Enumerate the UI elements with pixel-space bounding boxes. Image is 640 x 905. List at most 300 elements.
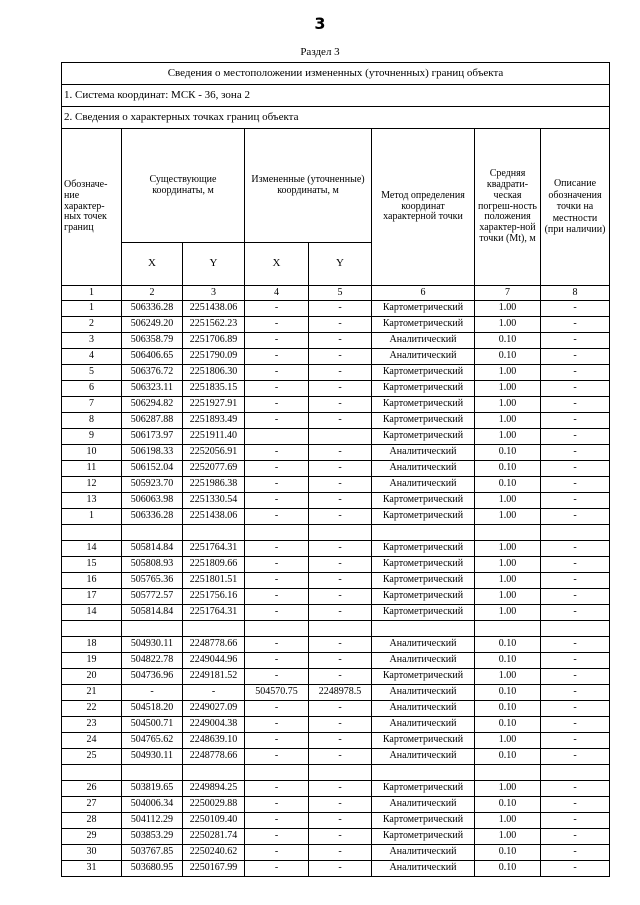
changed-y-cell: - <box>309 509 372 525</box>
existing-x-cell: 503680.95 <box>122 861 183 877</box>
accuracy-cell: 0.10 <box>475 685 541 701</box>
point-number-cell: 26 <box>62 781 122 797</box>
accuracy-cell: 0.10 <box>475 445 541 461</box>
accuracy-cell: 0.10 <box>475 701 541 717</box>
method-cell: Картометрический <box>372 509 475 525</box>
table-row <box>62 445 610 461</box>
point-number-cell: 20 <box>62 669 122 685</box>
coordinate-system: 1. Система координат: МСК - 36, зона 2 <box>62 85 610 107</box>
description-cell <box>541 525 610 541</box>
existing-x-cell <box>122 621 183 637</box>
point-number-cell: 4 <box>62 349 122 365</box>
changed-y-cell <box>309 525 372 541</box>
changed-x-cell: - <box>245 845 309 861</box>
table-row <box>62 429 610 445</box>
accuracy-cell: 1.00 <box>475 429 541 445</box>
existing-y-cell: 2248778.66 <box>183 749 245 765</box>
existing-x-cell <box>122 525 183 541</box>
column-number: 3 <box>183 286 245 301</box>
changed-y-cell: - <box>309 701 372 717</box>
header-changed-x: X <box>245 243 309 286</box>
existing-x-cell: 504736.96 <box>122 669 183 685</box>
changed-x-cell <box>245 525 309 541</box>
page-number: 3 <box>314 14 326 33</box>
table-row <box>62 509 610 525</box>
existing-x-cell: 504765.62 <box>122 733 183 749</box>
header-method: Метод определения координат характерной точки <box>372 129 475 286</box>
points-section-title: 2. Сведения о характерных точках границ объекта <box>62 107 610 129</box>
table-row <box>62 861 610 877</box>
accuracy-cell: 0.10 <box>475 653 541 669</box>
existing-y-cell: 2251706.89 <box>183 333 245 349</box>
changed-x-cell: - <box>245 717 309 733</box>
changed-x-cell: - <box>245 637 309 653</box>
changed-x-cell: - <box>245 733 309 749</box>
existing-x-cell: 506323.11 <box>122 381 183 397</box>
table-row <box>62 653 610 669</box>
description-cell: - <box>541 813 610 829</box>
existing-y-cell: 2251438.06 <box>183 509 245 525</box>
changed-y-cell: - <box>309 717 372 733</box>
point-number-cell: 5 <box>62 365 122 381</box>
changed-x-cell: - <box>245 541 309 557</box>
existing-x-cell: 506173.97 <box>122 429 183 445</box>
point-number-cell: 9 <box>62 429 122 445</box>
changed-x-cell: - <box>245 605 309 621</box>
method-cell: Аналитический <box>372 477 475 493</box>
changed-x-cell: - <box>245 557 309 573</box>
point-number-cell: 28 <box>62 813 122 829</box>
changed-y-cell: - <box>309 349 372 365</box>
table-row <box>62 397 610 413</box>
description-cell: - <box>541 717 610 733</box>
point-number-cell: 13 <box>62 493 122 509</box>
method-cell: Аналитический <box>372 637 475 653</box>
point-number-cell: 2 <box>62 317 122 333</box>
table-row <box>62 733 610 749</box>
changed-y-cell: - <box>309 797 372 813</box>
changed-y-cell <box>309 621 372 637</box>
existing-x-cell: 503853.29 <box>122 829 183 845</box>
changed-y-cell: - <box>309 573 372 589</box>
point-number-cell: 30 <box>62 845 122 861</box>
method-cell: Аналитический <box>372 845 475 861</box>
table-row <box>62 669 610 685</box>
table-row <box>62 685 610 701</box>
changed-y-cell: - <box>309 381 372 397</box>
header-existing-y: Y <box>183 243 245 286</box>
description-cell: - <box>541 797 610 813</box>
point-number-cell <box>62 525 122 541</box>
changed-y-cell: - <box>309 669 372 685</box>
method-cell: Картометрический <box>372 541 475 557</box>
description-cell: - <box>541 461 610 477</box>
changed-y-cell: - <box>309 781 372 797</box>
changed-x-cell: - <box>245 477 309 493</box>
existing-x-cell: 506294.82 <box>122 397 183 413</box>
method-cell: Картометрический <box>372 813 475 829</box>
point-number-cell: 24 <box>62 733 122 749</box>
existing-x-cell: 506152.04 <box>122 461 183 477</box>
method-cell: Аналитический <box>372 797 475 813</box>
changed-x-cell: - <box>245 861 309 877</box>
changed-y-cell: - <box>309 589 372 605</box>
column-number: 5 <box>309 286 372 301</box>
existing-x-cell: 505814.84 <box>122 541 183 557</box>
description-cell: - <box>541 829 610 845</box>
description-cell: - <box>541 413 610 429</box>
changed-y-cell: - <box>309 413 372 429</box>
table-row <box>62 717 610 733</box>
point-number-cell: 31 <box>62 861 122 877</box>
accuracy-cell: 0.10 <box>475 349 541 365</box>
changed-y-cell: - <box>309 477 372 493</box>
description-cell: - <box>541 429 610 445</box>
existing-y-cell: 2251764.31 <box>183 605 245 621</box>
method-cell: Картометрический <box>372 429 475 445</box>
accuracy-cell <box>475 621 541 637</box>
method-cell: Аналитический <box>372 749 475 765</box>
table-row <box>62 813 610 829</box>
method-cell: Аналитический <box>372 445 475 461</box>
method-cell: Картометрический <box>372 365 475 381</box>
changed-x-cell: - <box>245 797 309 813</box>
table-row <box>62 301 610 317</box>
accuracy-cell: 0.10 <box>475 749 541 765</box>
existing-x-cell: 505923.70 <box>122 477 183 493</box>
existing-y-cell: 2251756.16 <box>183 589 245 605</box>
accuracy-cell: 1.00 <box>475 397 541 413</box>
point-number-cell <box>62 765 122 781</box>
table-row <box>62 365 610 381</box>
changed-x-cell <box>245 621 309 637</box>
existing-y-cell: 2250167.99 <box>183 861 245 877</box>
description-cell: - <box>541 381 610 397</box>
changed-y-cell: - <box>309 861 372 877</box>
method-cell <box>372 621 475 637</box>
existing-y-cell: - <box>183 685 245 701</box>
table-row <box>62 413 610 429</box>
description-cell: - <box>541 589 610 605</box>
point-number-cell: 22 <box>62 701 122 717</box>
boundary-points-table <box>61 62 610 877</box>
existing-y-cell <box>183 621 245 637</box>
existing-x-cell: 506287.88 <box>122 413 183 429</box>
existing-y-cell: 2252077.69 <box>183 461 245 477</box>
column-number: 6 <box>372 286 475 301</box>
accuracy-cell: 0.10 <box>475 477 541 493</box>
existing-x-cell: 506249.20 <box>122 317 183 333</box>
description-cell <box>541 765 610 781</box>
table-title: Сведения о местоположении измененных (уточненных) границ объекта <box>62 63 610 85</box>
changed-y-cell <box>309 765 372 781</box>
existing-x-cell: - <box>122 685 183 701</box>
description-cell: - <box>541 573 610 589</box>
changed-y-cell: - <box>309 845 372 861</box>
table-row <box>62 477 610 493</box>
changed-x-cell: - <box>245 301 309 317</box>
changed-x-cell: - <box>245 781 309 797</box>
accuracy-cell: 1.00 <box>475 365 541 381</box>
column-number: 7 <box>475 286 541 301</box>
method-cell: Картометрический <box>372 605 475 621</box>
accuracy-cell: 1.00 <box>475 557 541 573</box>
existing-x-cell: 505808.93 <box>122 557 183 573</box>
existing-x-cell <box>122 765 183 781</box>
existing-y-cell: 2250109.40 <box>183 813 245 829</box>
existing-x-cell: 504006.34 <box>122 797 183 813</box>
changed-y-cell: - <box>309 493 372 509</box>
point-number-cell: 27 <box>62 797 122 813</box>
changed-x-cell: - <box>245 829 309 845</box>
accuracy-cell: 1.00 <box>475 301 541 317</box>
description-cell <box>541 621 610 637</box>
existing-x-cell: 506198.33 <box>122 445 183 461</box>
accuracy-cell: 1.00 <box>475 589 541 605</box>
changed-x-cell: - <box>245 333 309 349</box>
point-number-cell: 3 <box>62 333 122 349</box>
accuracy-cell: 0.10 <box>475 637 541 653</box>
description-cell: - <box>541 557 610 573</box>
existing-y-cell: 2251809.66 <box>183 557 245 573</box>
changed-x-cell: - <box>245 461 309 477</box>
method-cell: Картометрический <box>372 573 475 589</box>
changed-x-cell: - <box>245 397 309 413</box>
existing-y-cell: 2249181.52 <box>183 669 245 685</box>
changed-x-cell: - <box>245 493 309 509</box>
header-changed-coordinates: Измененные (уточненные) координаты, м <box>245 129 372 243</box>
method-cell: Аналитический <box>372 717 475 733</box>
description-cell: - <box>541 845 610 861</box>
method-cell: Картометрический <box>372 381 475 397</box>
table-row <box>62 701 610 717</box>
point-number-cell: 15 <box>62 557 122 573</box>
changed-x-cell: - <box>245 589 309 605</box>
existing-y-cell: 2251911.40 <box>183 429 245 445</box>
method-cell: Картометрический <box>372 781 475 797</box>
changed-y-cell: - <box>309 653 372 669</box>
method-cell: Картометрический <box>372 829 475 845</box>
point-number-cell: 14 <box>62 541 122 557</box>
changed-x-cell: - <box>245 749 309 765</box>
changed-x-cell: - <box>245 669 309 685</box>
description-cell: - <box>541 861 610 877</box>
existing-x-cell: 505772.57 <box>122 589 183 605</box>
accuracy-cell: 0.10 <box>475 845 541 861</box>
accuracy-cell: 1.00 <box>475 813 541 829</box>
existing-y-cell: 2248639.10 <box>183 733 245 749</box>
accuracy-cell: 1.00 <box>475 381 541 397</box>
changed-y-cell: 2248978.5 <box>309 685 372 701</box>
accuracy-cell: 0.10 <box>475 333 541 349</box>
changed-y-cell: - <box>309 541 372 557</box>
existing-y-cell: 2250240.62 <box>183 845 245 861</box>
description-cell: - <box>541 637 610 653</box>
description-cell: - <box>541 669 610 685</box>
table-row <box>62 317 610 333</box>
changed-y-cell: - <box>309 365 372 381</box>
point-number-cell: 1 <box>62 301 122 317</box>
accuracy-cell <box>475 765 541 781</box>
point-number-cell: 16 <box>62 573 122 589</box>
point-number-cell: 8 <box>62 413 122 429</box>
description-cell: - <box>541 685 610 701</box>
existing-y-cell: 2250281.74 <box>183 829 245 845</box>
point-number-cell: 18 <box>62 637 122 653</box>
existing-y-cell: 2251835.15 <box>183 381 245 397</box>
changed-x-cell: - <box>245 317 309 333</box>
description-cell: - <box>541 781 610 797</box>
description-cell: - <box>541 605 610 621</box>
existing-y-cell: 2251330.54 <box>183 493 245 509</box>
column-number: 1 <box>62 286 122 301</box>
description-cell: - <box>541 317 610 333</box>
method-cell: Аналитический <box>372 653 475 669</box>
changed-x-cell: 504570.75 <box>245 685 309 701</box>
table-row <box>62 605 610 621</box>
table-body <box>62 301 610 877</box>
changed-x-cell: - <box>245 445 309 461</box>
existing-x-cell: 503819.65 <box>122 781 183 797</box>
description-cell: - <box>541 749 610 765</box>
changed-x-cell: - <box>245 349 309 365</box>
point-number-cell: 23 <box>62 717 122 733</box>
existing-y-cell: 2249894.25 <box>183 781 245 797</box>
changed-y-cell: - <box>309 317 372 333</box>
description-cell: - <box>541 445 610 461</box>
changed-x-cell: - <box>245 701 309 717</box>
method-cell: Картометрический <box>372 589 475 605</box>
existing-y-cell: 2251562.23 <box>183 317 245 333</box>
header-accuracy: Средняя квадрати-ческая погреш-ность положения характер-ной точки (Mt), м <box>475 129 541 286</box>
changed-x-cell: - <box>245 653 309 669</box>
point-number-cell: 29 <box>62 829 122 845</box>
table-row <box>62 381 610 397</box>
existing-x-cell: 506376.72 <box>122 365 183 381</box>
existing-x-cell: 506406.65 <box>122 349 183 365</box>
description-cell: - <box>541 493 610 509</box>
description-cell: - <box>541 733 610 749</box>
existing-y-cell: 2251927.91 <box>183 397 245 413</box>
column-number: 4 <box>245 286 309 301</box>
changed-x-cell: - <box>245 813 309 829</box>
header-existing-coordinates: Существующие координаты, м <box>122 129 245 243</box>
point-number-cell: 17 <box>62 589 122 605</box>
changed-x-cell: - <box>245 413 309 429</box>
changed-x-cell: - <box>245 365 309 381</box>
accuracy-cell: 0.10 <box>475 717 541 733</box>
accuracy-cell <box>475 525 541 541</box>
method-cell: Аналитический <box>372 701 475 717</box>
method-cell: Картометрический <box>372 301 475 317</box>
header-designation: Обозначе-ние характер-ных точек границ <box>62 129 122 286</box>
method-cell: Аналитический <box>372 461 475 477</box>
method-cell: Картометрический <box>372 413 475 429</box>
existing-x-cell: 506336.28 <box>122 301 183 317</box>
changed-y-cell: - <box>309 637 372 653</box>
table-row <box>62 781 610 797</box>
changed-x-cell: - <box>245 509 309 525</box>
existing-y-cell <box>183 525 245 541</box>
table-row <box>62 349 610 365</box>
header-description: Описание обозначения точки на местности (при наличии) <box>541 129 610 286</box>
accuracy-cell: 0.10 <box>475 861 541 877</box>
changed-x-cell <box>245 429 309 445</box>
description-cell: - <box>541 653 610 669</box>
existing-y-cell: 2249044.96 <box>183 653 245 669</box>
existing-x-cell: 504518.20 <box>122 701 183 717</box>
existing-x-cell: 504112.29 <box>122 813 183 829</box>
accuracy-cell: 1.00 <box>475 317 541 333</box>
point-number-cell: 21 <box>62 685 122 701</box>
changed-y-cell: - <box>309 557 372 573</box>
table-row <box>62 797 610 813</box>
method-cell: Картометрический <box>372 557 475 573</box>
table-row <box>62 637 610 653</box>
existing-y-cell: 2251986.38 <box>183 477 245 493</box>
accuracy-cell: 0.10 <box>475 461 541 477</box>
table-row <box>62 749 610 765</box>
table-row <box>62 333 610 349</box>
column-number: 2 <box>122 286 183 301</box>
method-cell: Картометрический <box>372 493 475 509</box>
changed-x-cell <box>245 765 309 781</box>
changed-y-cell: - <box>309 749 372 765</box>
description-cell: - <box>541 301 610 317</box>
method-cell: Аналитический <box>372 685 475 701</box>
changed-y-cell: - <box>309 733 372 749</box>
existing-y-cell: 2248778.66 <box>183 637 245 653</box>
accuracy-cell: 1.00 <box>475 669 541 685</box>
existing-x-cell: 505765.36 <box>122 573 183 589</box>
description-cell: - <box>541 333 610 349</box>
existing-x-cell: 506063.98 <box>122 493 183 509</box>
existing-x-cell: 505814.84 <box>122 605 183 621</box>
changed-y-cell: - <box>309 813 372 829</box>
point-number-cell: 7 <box>62 397 122 413</box>
existing-x-cell: 503767.85 <box>122 845 183 861</box>
existing-y-cell: 2251790.09 <box>183 349 245 365</box>
point-number-cell: 10 <box>62 445 122 461</box>
point-number-cell <box>62 621 122 637</box>
existing-y-cell <box>183 765 245 781</box>
description-cell: - <box>541 365 610 381</box>
table-row <box>62 557 610 573</box>
method-cell: Картометрический <box>372 397 475 413</box>
method-cell <box>372 525 475 541</box>
method-cell: Картометрический <box>372 317 475 333</box>
separator-row <box>62 525 610 541</box>
method-cell <box>372 765 475 781</box>
point-number-cell: 19 <box>62 653 122 669</box>
description-cell: - <box>541 349 610 365</box>
existing-x-cell: 506336.28 <box>122 509 183 525</box>
header-existing-x: X <box>122 243 183 286</box>
existing-y-cell: 2249004.38 <box>183 717 245 733</box>
method-cell: Аналитический <box>372 333 475 349</box>
point-number-cell: 25 <box>62 749 122 765</box>
point-number-cell: 1 <box>62 509 122 525</box>
existing-x-cell: 504822.78 <box>122 653 183 669</box>
separator-row <box>62 765 610 781</box>
table-row <box>62 845 610 861</box>
point-number-cell: 12 <box>62 477 122 493</box>
table-row <box>62 573 610 589</box>
accuracy-cell: 1.00 <box>475 509 541 525</box>
header-changed-y: Y <box>309 243 372 286</box>
table-row <box>62 493 610 509</box>
changed-y-cell: - <box>309 461 372 477</box>
